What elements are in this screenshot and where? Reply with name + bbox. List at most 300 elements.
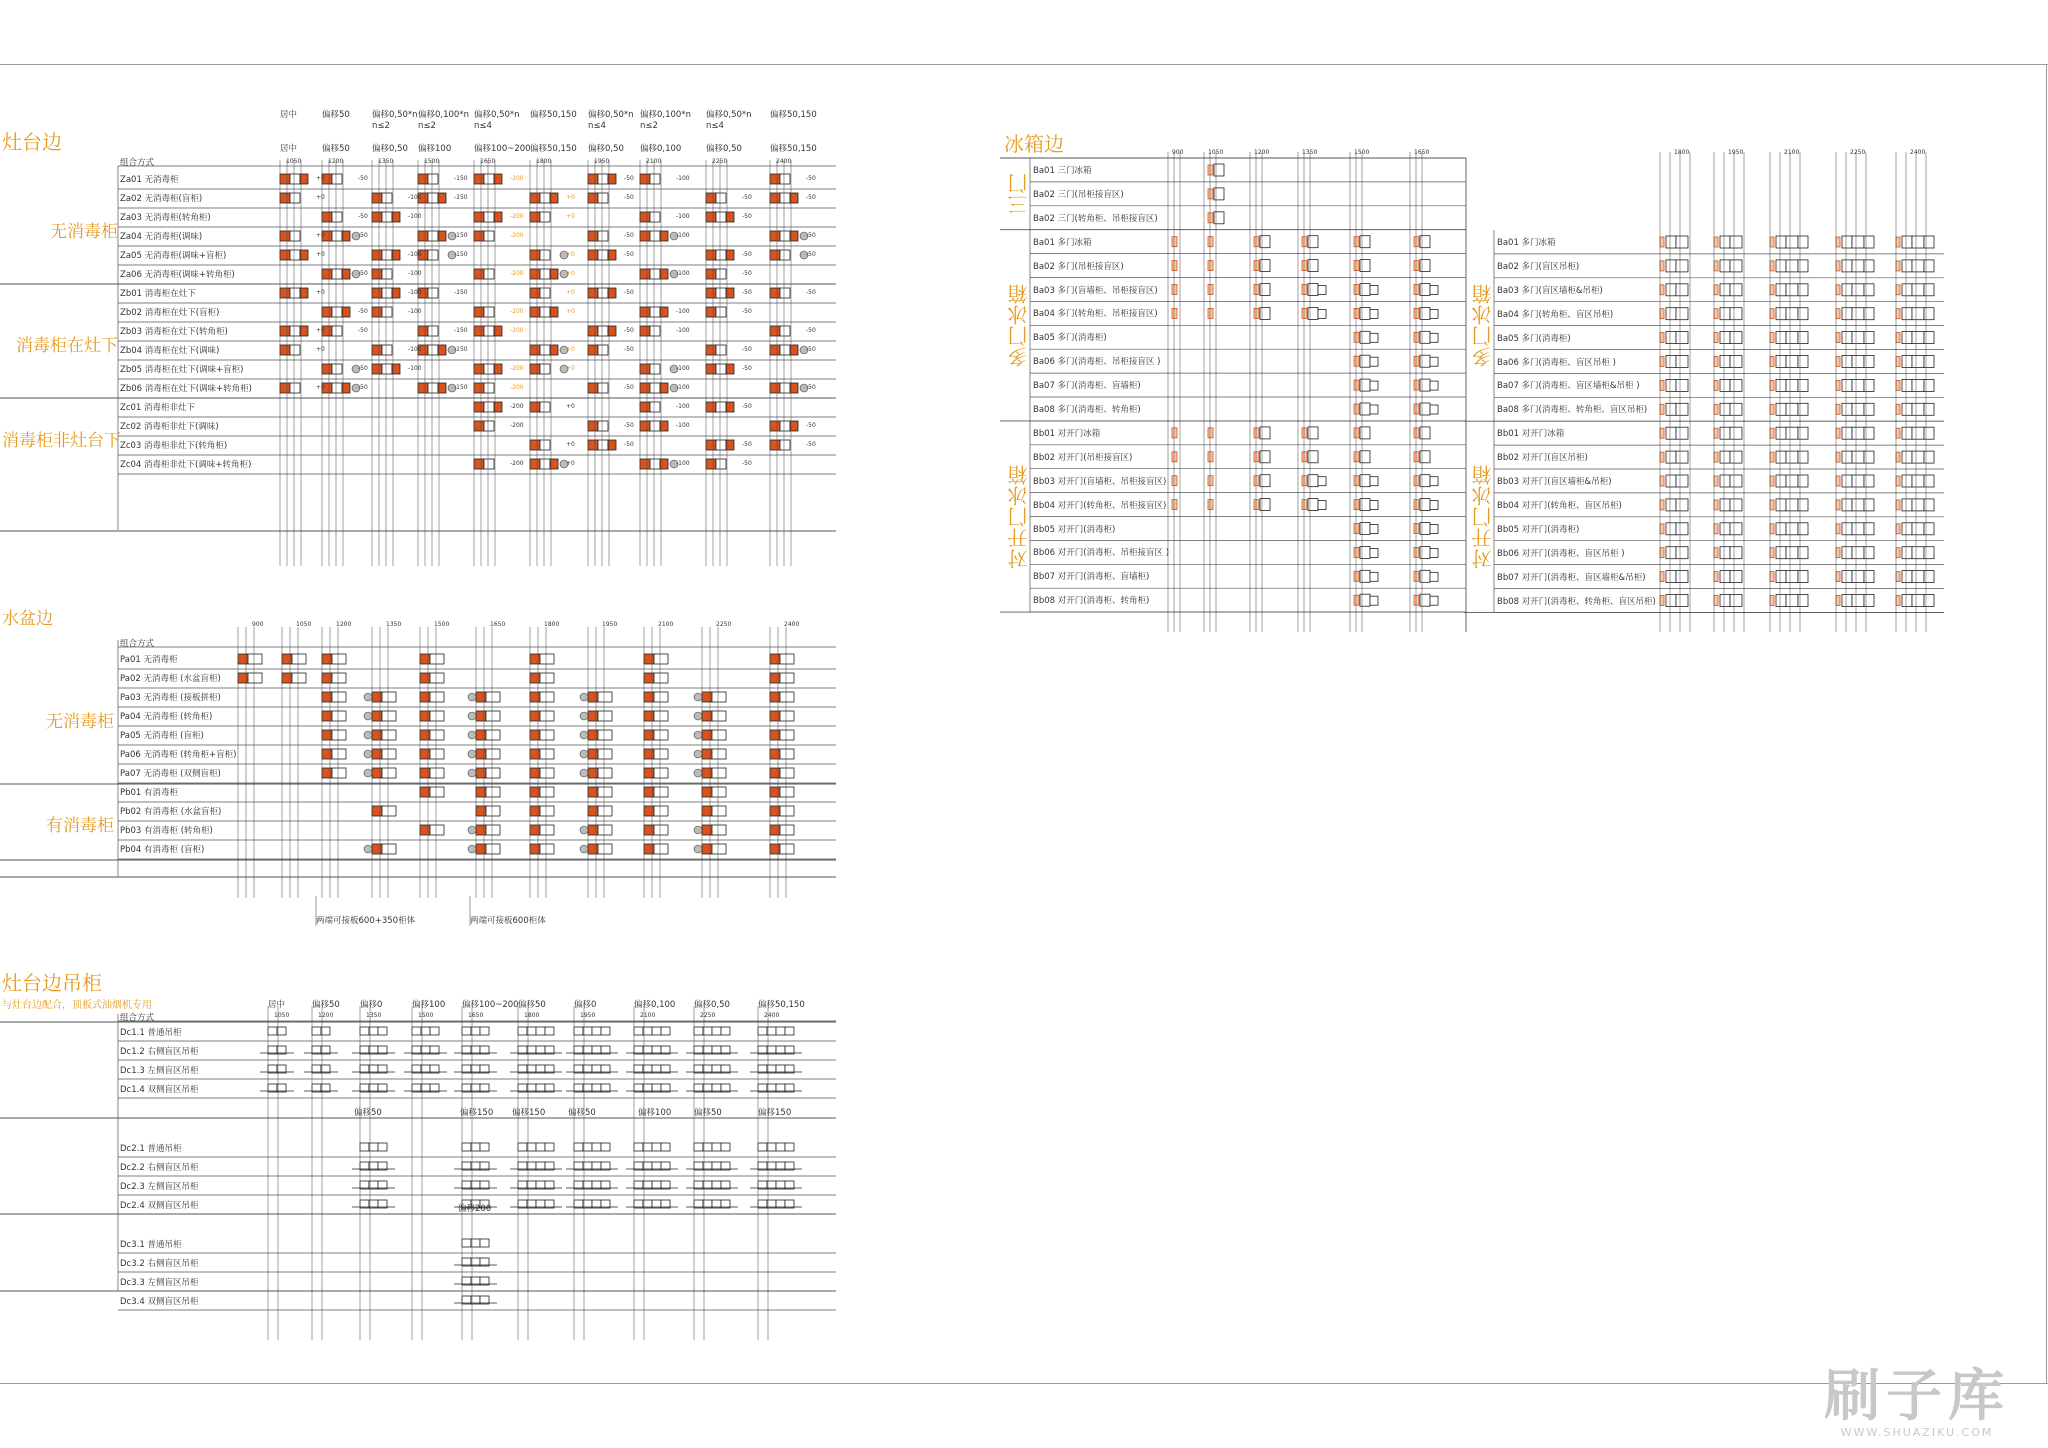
- fridge-orange-edge: [1414, 547, 1419, 557]
- fridge-orange-edge: [1254, 476, 1259, 486]
- hanging-row-label: Dc3.1 普通吊柜: [120, 1240, 182, 1250]
- fridge-cabinet: [1720, 427, 1730, 439]
- stove-cabinet-orange: [706, 440, 716, 450]
- sink-corner-circle: [468, 826, 476, 834]
- stove-cabinet-white: [598, 421, 608, 431]
- stove-combo-label: 组合方式: [120, 158, 155, 168]
- fridge-cabinet: [1666, 236, 1676, 248]
- fridge-cabinet: [1676, 403, 1688, 415]
- fridge-left-row-label: Ba06 多门(消毒柜、吊柜接盲区 ): [1033, 357, 1161, 368]
- fridge-left-row-label: Ba02 多门(吊柜接盲区): [1033, 261, 1124, 272]
- stove-cabinet-white: [650, 269, 660, 279]
- watermark-url: WWW.SHUAZIKU.COM: [1840, 1426, 1994, 1439]
- hanging-cabinet-outline: [471, 1239, 480, 1247]
- hanging-cabinet-outline: [527, 1143, 536, 1151]
- fridge-dim-left: 1650: [1414, 149, 1430, 156]
- hanging-row-label: Dc1.2 右侧盲区吊柜: [120, 1047, 199, 1057]
- sink-group-label: 有消毒柜: [46, 816, 114, 836]
- fridge-cabinet: [1676, 523, 1688, 535]
- stove-offset-label: -50: [742, 441, 752, 448]
- sink-row-label: Pa06 无消毒柜 (转角柜+盲柜): [120, 750, 237, 760]
- fridge-cabinet: [1370, 381, 1378, 390]
- stove-cabinet-orange: [530, 193, 540, 203]
- fridge-cabinet: [1430, 477, 1438, 486]
- fridge-left-row-label: Ba03 多门(盲墙柜、吊柜接盲区): [1033, 285, 1158, 296]
- stove-row-label: Zb04 消毒柜在灶下(调味): [120, 346, 220, 356]
- sink-cabinet-white: [780, 654, 794, 664]
- stove-offset-label: -200: [510, 175, 524, 182]
- sink-cabinet-white: [780, 730, 794, 740]
- fridge-orange-edge: [1254, 428, 1259, 438]
- stove-offset-label: -150: [454, 194, 468, 201]
- fridge-orange-edge: [1660, 524, 1664, 534]
- fridge-cabinet: [1864, 284, 1874, 296]
- sink-cabinet-orange: [588, 711, 598, 721]
- fridge-orange-edge: [1714, 452, 1718, 462]
- stove-cabinet-orange: [322, 364, 332, 374]
- stove-cabinet-orange: [640, 421, 650, 431]
- stove-row-label: Zc03 消毒柜非灶下(转角柜): [120, 441, 228, 451]
- sink-cabinet-orange: [644, 673, 654, 683]
- stove-cabinet-white: [428, 326, 438, 336]
- fridge-dim-left: 1050: [1208, 149, 1224, 156]
- fridge-cabinet: [1912, 403, 1924, 415]
- fridge-cabinet: [1776, 475, 1786, 487]
- fridge-cabinet: [1370, 357, 1378, 366]
- hanging-subheader: 偏移50: [354, 1108, 382, 1118]
- fridge-cabinet: [1864, 379, 1874, 391]
- hanging-row-label: Dc3.2 右侧盲区吊柜: [120, 1259, 199, 1269]
- fridge-orange-edge: [1896, 261, 1900, 271]
- fridge-cabinet: [1370, 596, 1378, 605]
- hanging-combo-label: 组合方式: [120, 1013, 155, 1023]
- fridge-cabinet: [1730, 332, 1742, 344]
- sink-cabinet-white: [780, 692, 794, 702]
- stove-offset-label: -50: [742, 289, 752, 296]
- fridge-right-row-label: Ba03 多门(盲区墙柜&吊柜): [1497, 285, 1603, 296]
- fridge-orange-edge: [1414, 380, 1419, 390]
- sink-cabinet-white: [598, 768, 612, 778]
- fridge-cabinet: [1360, 284, 1370, 296]
- fridge-cabinet: [1360, 499, 1370, 511]
- fridge-cabinet: [1912, 308, 1924, 320]
- fridge-cabinet: [1786, 379, 1798, 391]
- sink-cabinet-white: [712, 768, 726, 778]
- fridge-orange-edge: [1714, 404, 1718, 414]
- sink-cabinet-white: [712, 692, 726, 702]
- fridge-orange-edge: [1836, 428, 1840, 438]
- fridge-orange-edge: [1254, 500, 1259, 510]
- fridge-cabinet: [1842, 499, 1852, 511]
- sink-cabinet-white: [712, 825, 726, 835]
- stove-offset-label: -200: [510, 460, 524, 467]
- stove-row-label: Za06 无消毒柜(调味+转角柜): [120, 270, 235, 280]
- sink-cabinet-orange: [530, 787, 540, 797]
- stove-cabinet-white: [780, 174, 790, 184]
- hanging-cabinet-outline: [421, 1027, 430, 1035]
- fridge-orange-edge: [1172, 237, 1177, 247]
- fridge-left-row-label: Bb02 对开门(吊柜接盲区): [1033, 452, 1133, 463]
- stove-offset-label: -50: [358, 308, 368, 315]
- sink-cabinet-white: [486, 711, 500, 721]
- sink-corner-circle: [364, 731, 372, 739]
- fridge-cabinet: [1420, 475, 1430, 487]
- stove-cabinet-orange: [588, 421, 598, 431]
- fridge-cabinet: [1798, 547, 1808, 559]
- fridge-orange-edge: [1414, 428, 1419, 438]
- fridge-orange-edge: [1714, 380, 1718, 390]
- hanging-row-label: Dc2.4 双侧盲区吊柜: [120, 1201, 199, 1211]
- fridge-orange-edge: [1172, 500, 1177, 510]
- sink-cabinet-orange: [702, 711, 712, 721]
- fridge-cabinet: [1842, 308, 1852, 320]
- fridge-cabinet: [1666, 284, 1676, 296]
- sink-cabinet-orange: [702, 825, 712, 835]
- sink-cabinet-orange: [702, 806, 712, 816]
- fridge-orange-edge: [1414, 285, 1419, 295]
- stove-cabinet-white: [428, 345, 438, 355]
- hanging-dim-label: 1350: [366, 1012, 382, 1019]
- sink-cabinet-white: [598, 730, 612, 740]
- fridge-orange-edge: [1714, 237, 1718, 247]
- fridge-cabinet: [1776, 379, 1786, 391]
- fridge-orange-edge: [1414, 332, 1419, 342]
- sink-cabinet-white: [540, 787, 554, 797]
- fridge-orange-edge: [1254, 237, 1259, 247]
- fridge-orange-edge: [1896, 380, 1900, 390]
- fridge-left-row-label: Ba04 多门(转角柜、吊柜接盲区): [1033, 309, 1158, 320]
- fridge-cabinet: [1260, 260, 1270, 272]
- sink-cabinet-white: [654, 787, 668, 797]
- stove-cabinet-white: [716, 212, 726, 222]
- fridge-cabinet: [1902, 499, 1912, 511]
- stove-offset-label: -150: [454, 175, 468, 182]
- sink-cabinet-orange: [644, 768, 654, 778]
- fridge-left-group-label: 三门: [1007, 172, 1031, 215]
- stove-cabinet-orange: [770, 383, 780, 393]
- fridge-cabinet: [1798, 260, 1808, 272]
- hanging-subheader: 偏移100: [638, 1108, 672, 1118]
- stove-offset-label: -100: [408, 289, 422, 296]
- stove-offset-label: +0: [566, 460, 575, 467]
- fridge-cabinet: [1776, 260, 1786, 272]
- stove-offset-label: +0: [316, 289, 325, 296]
- sink-corner-circle: [694, 826, 702, 834]
- stove-cabinet-orange: [588, 193, 598, 203]
- fridge-orange-edge: [1660, 404, 1664, 414]
- sink-cabinet-orange: [420, 730, 430, 740]
- fridge-cabinet: [1798, 332, 1808, 344]
- fridge-cabinet: [1912, 379, 1924, 391]
- stove-cabinet-white: [484, 174, 494, 184]
- stove-cabinet-orange: [280, 174, 290, 184]
- fridge-cabinet: [1902, 284, 1912, 296]
- stove-dim-label: 1200: [328, 158, 344, 165]
- sink-cabinet-orange: [420, 654, 430, 664]
- sink-cabinet-orange: [322, 654, 332, 664]
- stove-cabinet-white: [484, 364, 494, 374]
- hanging-cabinet-outline: [583, 1027, 592, 1035]
- fridge-orange-edge: [1660, 285, 1664, 295]
- fridge-cabinet: [1720, 379, 1730, 391]
- stove-offset-label: -100: [408, 308, 422, 315]
- fridge-cabinet: [1730, 571, 1742, 583]
- sink-cabinet-white: [332, 654, 346, 664]
- fridge-orange-edge: [1836, 333, 1840, 343]
- sink-corner-circle: [364, 845, 372, 853]
- fridge-orange-edge: [1414, 476, 1419, 486]
- stove-cabinet-orange: [706, 402, 716, 412]
- fridge-cabinet: [1666, 332, 1676, 344]
- stove-header-top: 偏移0,50*n n≤4: [588, 110, 634, 131]
- fridge-cabinet: [1318, 309, 1326, 318]
- stove-offset-label: -100: [408, 213, 422, 220]
- fridge-cabinet: [1924, 499, 1934, 511]
- stove-cabinet-white: [540, 402, 550, 412]
- fridge-cabinet: [1912, 260, 1924, 272]
- sink-cabinet-orange: [282, 654, 292, 664]
- stove-offset-label: -200: [510, 308, 524, 315]
- stove-header-second: 偏移0,100: [640, 144, 682, 154]
- fridge-orange-edge: [1836, 500, 1840, 510]
- sink-cabinet-orange: [644, 844, 654, 854]
- sink-cabinet-white: [654, 692, 668, 702]
- fridge-cabinet: [1370, 501, 1378, 510]
- fridge-cabinet: [1360, 427, 1370, 439]
- stove-cabinet-white: [484, 383, 494, 393]
- fridge-cabinet: [1902, 332, 1912, 344]
- stove-row-label: Zb02 消毒柜在灶下(盲柜): [120, 308, 220, 318]
- fridge-cabinet: [1666, 547, 1676, 559]
- stove-header-second: 偏移50,150: [530, 144, 577, 154]
- fridge-cabinet: [1420, 403, 1430, 415]
- sink-corner-circle: [468, 712, 476, 720]
- fridge-cabinet: [1666, 403, 1676, 415]
- fridge-cabinet: [1902, 571, 1912, 583]
- hanging-row-label: Dc2.3 左侧盲区吊柜: [120, 1182, 199, 1192]
- stove-offset-label: -100: [676, 460, 690, 467]
- fridge-cabinet: [1370, 525, 1378, 534]
- hanging-cabinet-outline: [518, 1027, 527, 1035]
- stove-offset-label: -50: [624, 251, 634, 258]
- sink-cabinet-white: [248, 673, 262, 683]
- fridge-cabinet: [1676, 284, 1688, 296]
- hanging-cabinet-outline: [378, 1143, 387, 1151]
- sink-corner-circle: [580, 712, 588, 720]
- stove-header-top: 偏移0,100*n n≤2: [640, 110, 691, 131]
- fridge-cabinet: [1730, 523, 1742, 535]
- fridge-cabinet: [1308, 284, 1318, 296]
- fridge-cabinet: [1902, 403, 1912, 415]
- fridge-cabinet: [1420, 379, 1430, 391]
- stove-offset-label: -100: [676, 384, 690, 391]
- stove-offset-label: -200: [510, 232, 524, 239]
- stove-offset-label: +0: [566, 213, 575, 220]
- fridge-orange-edge: [1714, 572, 1718, 582]
- fridge-cabinet: [1912, 595, 1924, 607]
- fridge-orange-edge: [1660, 596, 1664, 606]
- hanging-subheader: 偏移150: [512, 1108, 546, 1118]
- stove-cabinet-orange: [770, 250, 780, 260]
- sink-cabinet-white: [382, 692, 396, 702]
- fridge-orange-edge: [1354, 500, 1359, 510]
- fridge-orange-edge: [1660, 261, 1664, 271]
- fridge-orange-edge: [1896, 309, 1900, 319]
- sink-row-label: Pa03 无消毒柜 (接板拼柜): [120, 693, 221, 703]
- stove-header-top: 偏移50,150: [530, 110, 577, 120]
- fridge-orange-edge: [1302, 308, 1307, 318]
- sink-cabinet-orange: [644, 825, 654, 835]
- fridge-cabinet: [1260, 427, 1270, 439]
- stove-offset-label: +0: [316, 194, 325, 201]
- sink-cabinet-orange: [530, 654, 540, 664]
- stove-header-second: 居中: [280, 144, 298, 154]
- fridge-cabinet: [1666, 595, 1676, 607]
- stove-cabinet-white: [598, 250, 608, 260]
- stove-offset-label: -150: [454, 327, 468, 334]
- sink-corner-circle: [468, 769, 476, 777]
- fridge-orange-edge: [1208, 428, 1213, 438]
- stove-offset-label: -200: [510, 327, 524, 334]
- stove-dim-label: 2100: [646, 158, 662, 165]
- stove-cabinet-orange: [280, 326, 290, 336]
- sink-cabinet-orange: [476, 787, 486, 797]
- fridge-cabinet: [1786, 451, 1798, 463]
- sink-cabinet-orange: [476, 768, 486, 778]
- stove-offset-label: -100: [408, 346, 422, 353]
- sink-cabinet-white: [382, 711, 396, 721]
- stove-dim-label: 1050: [286, 158, 302, 165]
- stove-header-second: 偏移100: [418, 144, 452, 154]
- stove-cabinet-white: [332, 326, 342, 336]
- sink-cabinet-orange: [588, 787, 598, 797]
- fridge-orange-edge: [1714, 476, 1718, 486]
- stove-cabinet-white: [540, 364, 550, 374]
- stove-cabinet-orange: [280, 288, 290, 298]
- hanging-row-label: Dc1.3 左侧盲区吊柜: [120, 1066, 199, 1076]
- fridge-orange-edge: [1302, 428, 1307, 438]
- stove-cabinet-orange: [706, 269, 716, 279]
- fridge-cabinet: [1924, 284, 1934, 296]
- fridge-orange-edge: [1896, 500, 1900, 510]
- stove-cabinet-orange: [372, 345, 382, 355]
- sink-row-label: Pb04 有消毒柜 (盲柜): [120, 845, 205, 855]
- sink-cabinet-white: [332, 730, 346, 740]
- stove-cabinet-white: [428, 383, 438, 393]
- stove-offset-label: -200: [510, 365, 524, 372]
- fridge-orange-edge: [1770, 524, 1774, 534]
- sink-cabinet-orange: [476, 730, 486, 740]
- stove-cabinet-orange: [418, 231, 428, 241]
- stove-cabinet-orange: [474, 212, 484, 222]
- fridge-cabinet: [1360, 331, 1370, 343]
- fridge-orange-edge: [1660, 572, 1664, 582]
- stove-cabinet-white: [484, 307, 494, 317]
- stove-cabinet-white: [540, 345, 550, 355]
- stove-offset-label: -50: [806, 422, 816, 429]
- fridge-orange-edge: [1254, 308, 1259, 318]
- fridge-cabinet: [1318, 501, 1326, 510]
- stove-cabinet-orange: [474, 269, 484, 279]
- sink-corner-circle: [364, 693, 372, 701]
- hanging-header-top: 偏移0,100: [634, 1000, 676, 1010]
- sink-cabinet-white: [382, 768, 396, 778]
- fridge-cabinet: [1676, 451, 1688, 463]
- sink-cabinet-white: [382, 806, 396, 816]
- stove-offset-label: +0: [316, 327, 325, 334]
- fridge-cabinet: [1730, 308, 1742, 320]
- hanging-cabinet-outline: [369, 1143, 378, 1151]
- hanging-subheader: 偏移50: [568, 1108, 596, 1118]
- fridge-orange-edge: [1302, 452, 1307, 462]
- stove-offset-label: -50: [624, 232, 634, 239]
- stove-cabinet-orange: [706, 193, 716, 203]
- stove-cabinet-orange: [770, 421, 780, 431]
- sink-cabinet-orange: [702, 768, 712, 778]
- stove-cabinet-white: [382, 250, 392, 260]
- stove-cabinet-orange: [770, 440, 780, 450]
- stove-offset-label: +0: [566, 346, 575, 353]
- fridge-right-row-label: Ba02 多门(盲区吊柜): [1497, 261, 1580, 272]
- fridge-orange-edge: [1836, 524, 1840, 534]
- fridge-cabinet: [1720, 595, 1730, 607]
- stove-cabinet-orange: [530, 402, 540, 412]
- fridge-orange-edge: [1414, 308, 1419, 318]
- sink-dim-label: 1500: [434, 621, 450, 628]
- stove-offset-label: -50: [624, 289, 634, 296]
- fridge-cabinet: [1842, 403, 1852, 415]
- sink-cabinet-orange: [476, 844, 486, 854]
- fridge-left-row-label: Bb06 对开门(消毒柜、吊柜接盲区 ): [1033, 548, 1170, 559]
- fridge-cabinet: [1902, 356, 1912, 368]
- fridge-right-row-label: Ba07 多门(消毒柜、盲区墙柜&吊柜 ): [1497, 381, 1640, 392]
- fridge-cabinet: [1864, 499, 1874, 511]
- stove-cabinet-white: [332, 212, 342, 222]
- hanging-section-subtitle: 与灶台边配合，顶板式油烟机专用: [2, 1000, 152, 1011]
- fridge-cabinet: [1370, 477, 1378, 486]
- fridge-orange-edge: [1836, 476, 1840, 486]
- fridge-cabinet: [1260, 475, 1270, 487]
- fridge-orange-edge: [1414, 524, 1419, 534]
- fridge-orange-edge: [1254, 261, 1259, 271]
- sink-cabinet-orange: [530, 825, 540, 835]
- stove-offset-label: -100: [408, 270, 422, 277]
- sink-cabinet-white: [486, 749, 500, 759]
- sink-cabinet-orange: [530, 711, 540, 721]
- fridge-cabinet: [1676, 475, 1688, 487]
- sink-cabinet-orange: [644, 692, 654, 702]
- sink-cabinet-white: [382, 730, 396, 740]
- fridge-cabinet: [1360, 475, 1370, 487]
- stove-row-label: Za01 无消毒柜: [120, 175, 179, 185]
- fridge-orange-edge: [1254, 285, 1259, 295]
- sink-dim-label: 900: [252, 621, 264, 628]
- stove-cabinet-orange: [322, 307, 332, 317]
- fridge-cabinet: [1776, 236, 1786, 248]
- fridge-cabinet: [1864, 547, 1874, 559]
- sink-cabinet-white: [332, 711, 346, 721]
- fridge-cabinet: [1842, 547, 1852, 559]
- fridge-cabinet: [1864, 356, 1874, 368]
- fridge-cabinet: [1730, 403, 1742, 415]
- stove-offset-label: -50: [806, 346, 816, 353]
- fridge-cabinet: [1720, 332, 1730, 344]
- fridge-cabinet: [1924, 571, 1934, 583]
- fridge-cabinet: [1864, 595, 1874, 607]
- fridge-dim-right: 2250: [1850, 149, 1866, 156]
- stove-offset-label: -50: [358, 213, 368, 220]
- stove-offset-label: -50: [358, 270, 368, 277]
